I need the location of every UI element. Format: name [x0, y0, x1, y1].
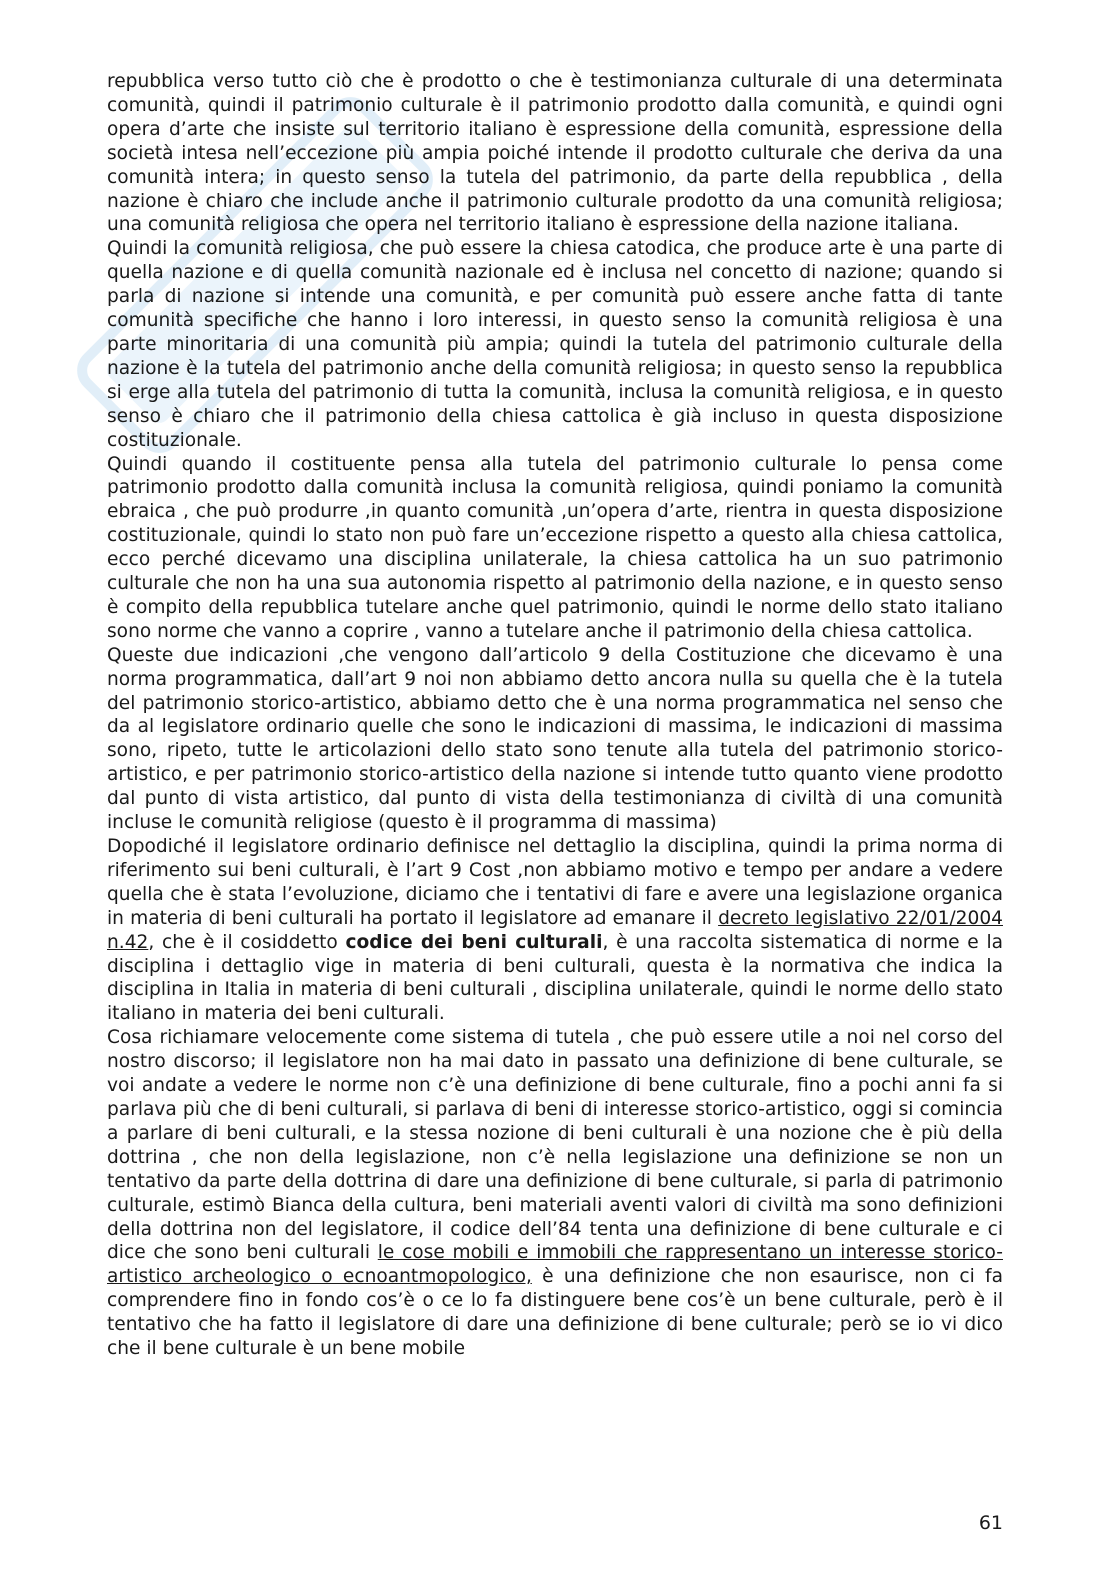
paragraph-3: Quindi quando il costituente pensa alla tutela del patrimonio culturale lo pensa come patrimonio prodotto dalla comunità inclusa la comunità religiosa, quindi poniamo la comunità ebraica , che può produrre ,in quanto comunità ,un’opera d’arte, rientra in questa disposizione costituzionale, quindi lo stato non può fare un’eccezione rispetto a questo alla chiesa cattolica, ecco perché dicevamo una disciplina unilaterale, la chiesa cattolica ha un suo patrimonio culturale che non ha una sua autonomia rispetto al patrimonio della nazione, e in questo senso è compito della repubblica tutelare anche quel patrimonio, quindi le norme dello stato italiano sono norme che vanno a coprire , vanno a tutelare anche il patrimonio della chiesa cattolica.	[107, 453, 1003, 642]
definition-quote: le cose mobili e immobili che rappresentano un interesse storico-artistico archeologico o ecnoantmopologico,	[107, 1242, 1003, 1288]
decree-reference: decreto legislativo 22/01/2004 n.42	[107, 907, 1003, 953]
page-number: 61	[978, 1512, 1003, 1534]
paragraph-4: Queste due indicazioni ,che vengono dall’articolo 9 della Costituzione che dicevamo è una norma programmatica, dall’art 9 noi non abbiamo detto ancora nulla su quella che è la tutela del patrimonio storico-artistico, abbiamo detto che è una norma programmatica nel senso che da al legislatore ordinario quelle che sono le indicazioni di massima, le indicazioni di massima sono, ripeto, tutte le articolazioni dello stato sono tenute alla tutela del patrimonio storico-artistico, e per patrimonio storico-artistico della nazione si intende tutto quanto viene prodotto dal punto di vista artistico, dal punto di vista della testimonianza di civiltà di una comunità incluse le comunità religiose (questo è il programma di massima)	[107, 644, 1003, 834]
paragraph-5-text-b: , che è il cosiddetto	[148, 931, 346, 953]
paragraph-5-text-a: Dopodiché il legislatore ordinario definisce nel dettaglio la disciplina, quindi la prima norma di riferimento sui beni culturali, è l’art 9 Cost ,non abbiamo motivo e tempo per andare a vedere quella che è stata l’evoluzione, diciamo che i tentativi di fare e avere una legislazione organica in materia di beni culturali ha portato il legislatore ad emanare il	[107, 836, 1003, 929]
paragraph-6-text-a: Cosa richiamare velocemente come sistema di tutela , che può essere utile a noi nel corso del nostro discorso; il legislatore non ha mai dato in passato una definizione di bene culturale, se voi andate a vedere le norme non c’è una definizione di bene culturale, fino a pochi anni fa si parlava più che di beni culturali, si parlava di beni di interesse storico-artistico, oggi si comincia a parlare di beni culturali, e la stessa nozione di beni culturali è una nozione che è più della dottrina , che non della legislazione, non c’è nella legislazione una definizione se non un tentativo da parte della dottrina di dare una definizione di bene culturale, si parla di patrimonio culturale, estimò Bianca della cultura, beni materiali aventi valori di civiltà ma sono definizioni della dottrina non del legislatore, il codice dell’84 tenta una definizione di bene culturale e ci dice che sono beni culturali	[107, 1027, 1003, 1264]
paragraph-2: Quindi la comunità religiosa, che può essere la chiesa catodica, che produce arte è una parte di quella nazione e di quella comunità nazionale ed è inclusa nel concetto di nazione; quando si parla di nazione si intende una comunità, e per comunità può essere anche fatta di tante comunità specifiche che hanno i loro interessi, in questo senso la comunità religiosa è una parte minoritaria di una comunità più ampia; quindi la tutela del patrimonio culturale della nazione è la tutela del patrimonio anche della comunità religiosa; in questo senso la repubblica si erge alla tutela del patrimonio di tutta la comunità, inclusa la comunità religiosa, e in questo senso è chiaro che il patrimonio della chiesa cattolica è già incluso in questa disposizione costituzionale.	[107, 238, 1003, 451]
page-body	[107, 70, 1003, 1361]
paragraph-6-text-b: è una definizione che non esaurisce, non ci fa comprendere fino in fondo cos’è o ce lo fa distinguere bene cos’è un bene culturale, però è il tentativo che ha fatto il legislatore di dare una definizione di bene culturale; però se io vi dico che il bene culturale è un bene mobile	[107, 1266, 1003, 1360]
paragraph-5-text-c: , è una raccolta sistematica di norme e la disciplina i dettaglio vige in materia di beni culturali, questa è la normativa che indica la disciplina in Italia in materia di beni culturali , disciplina unilaterale, quindi le norme dello stato italiano in materia dei beni culturali.	[107, 931, 1003, 1025]
paragraph-1: repubblica verso tutto ciò che è prodotto o che è testimonianza culturale di una determinata comunità, quindi il patrimonio culturale è il patrimonio prodotto dalla comunità, e quindi ogni opera d’arte che insiste sul territorio italiano è espressione della comunità, espressione della società intesa nell’eccezione più ampia poiché intende il prodotto culturale che deriva da una comunità intera; in questo senso la tutela del patrimonio, da parte della repubblica , della nazione è chiaro che include anche il patrimonio culturale prodotto da una comunità religiosa; una comunità religiosa che opera nel territorio italiano è espressione della nazione italiana.	[107, 71, 1003, 236]
paragraph-6	[107, 1026, 1003, 1361]
codice-beni-culturali-term: codice dei beni culturali	[345, 931, 603, 953]
paragraph-5	[107, 835, 1003, 1026]
